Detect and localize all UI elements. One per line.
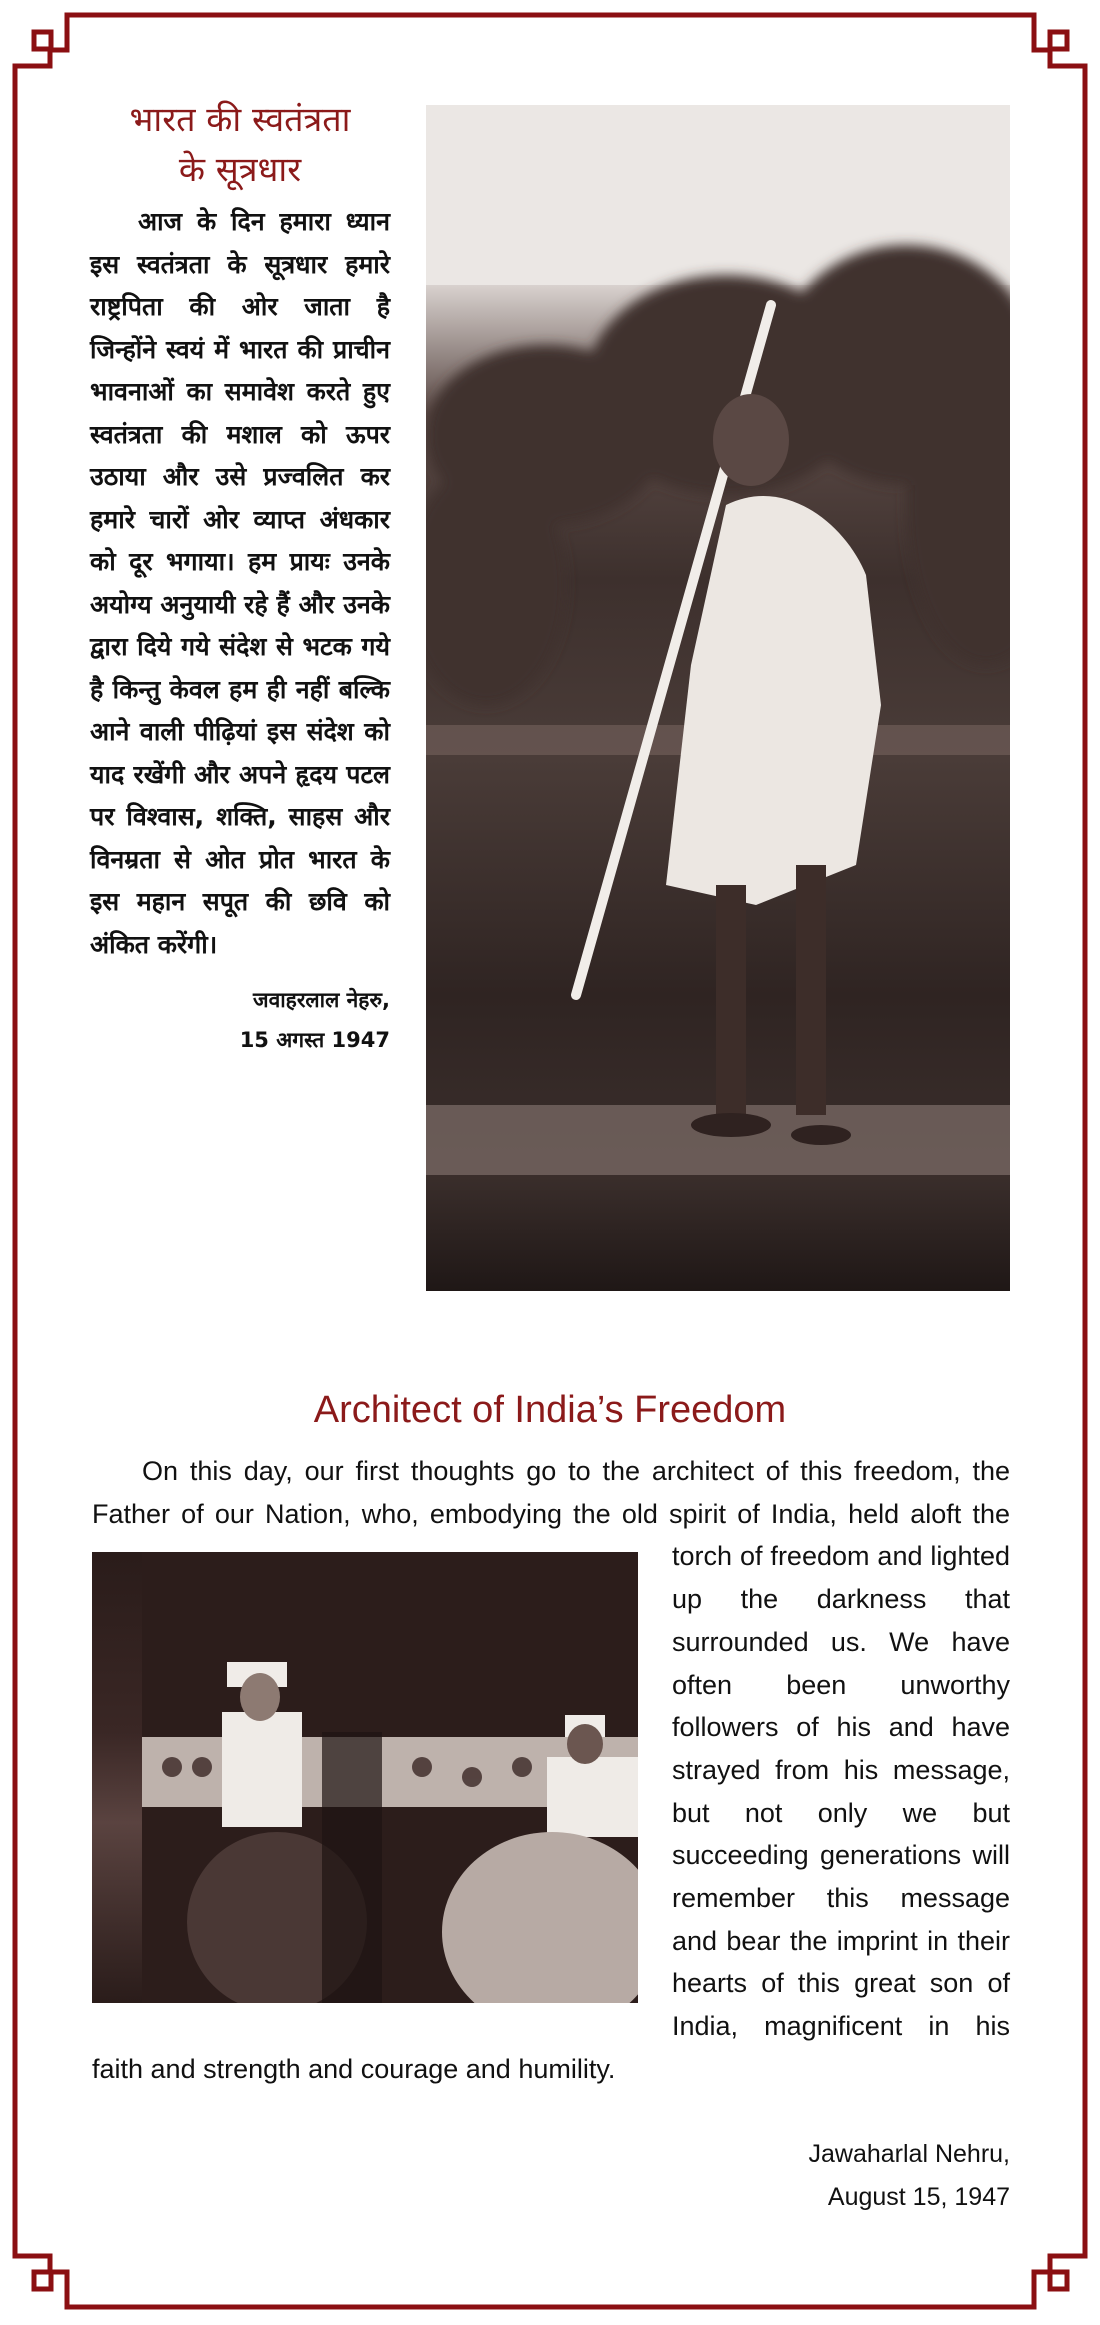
- hindi-signature-date: 15 अगस्त 1947: [239, 1028, 390, 1052]
- gandhi-photo-illustration: [426, 105, 1010, 1291]
- corner-square-top-right: [1050, 32, 1067, 49]
- english-signature-date: August 15, 1947: [827, 2183, 1010, 2211]
- gandhi-photo: [426, 105, 1010, 1291]
- hindi-signature: [90, 980, 390, 1060]
- corner-square-bottom-left: [34, 2272, 51, 2289]
- hindi-column: [90, 95, 390, 1060]
- hindi-title-line2: के सूत्रधार: [178, 150, 302, 190]
- english-signature-name: Jawaharlal Nehru,: [808, 2140, 1010, 2168]
- hindi-body: आज के दिन हमारा ध्यान इस स्वतंत्रता के सूत्रधार हमारे राष्ट्रपिता की ओर जाता है जिन्होंने स्वयं में भारत की प्राचीन भावनाओं का समावेश करते हुए स्वतंत्रता की मशाल को ऊपर उठाया और उसे प्रज्वलित कर हमारे चारों ओर व्याप्त अंधकार को दूर भगाया। हम प्रायः उनके अयोग्य अनुयायी रहे हैं और उनके द्वारा दिये गये संदेश से भटक गये है किन्तु केवल हम ही नहीं बल्कि आने वाली पीढ़ियां इस संदेश को याद रखेंगी और अपने हृदय पटल पर विश्वास, शक्ति, साहस और विनम्रता से ओत प्रोत भारत के इस महान सपूत की छवि को अंकित करेंगी।: [90, 207, 390, 959]
- nehru-photo: [92, 1552, 638, 2003]
- english-title: Architect of India’s Freedom: [313, 1389, 787, 1431]
- english-body-rest: of India, held aloft the torch of freedom and lighted up the darkness that surrounded us. We have often been unworthy followers of his and have strayed from his message, but not only we but succeeding generations will remember this message and bear the imprint in their hearts of this great son of India, magnificent in his faith and strength and courage and humility.: [92, 1498, 1010, 2084]
- english-body: [92, 1450, 1010, 2091]
- english-body-lead: On this day, our first thoughts go to the architect of this freedom, the Father of our Nation, who, embodying the old spirit: [92, 1456, 1010, 1529]
- hindi-title: [90, 95, 390, 195]
- border-top: [67, 15, 1034, 50]
- hindi-signature-name: जवाहरलाल नेहरु,: [252, 988, 390, 1012]
- corner-square-bottom-right: [1050, 2272, 1067, 2289]
- english-signature: [809, 2133, 1011, 2219]
- hindi-title-line1: भारत की स्वतंत्रता: [129, 100, 351, 140]
- nehru-photo-illustration: [142, 1552, 638, 2003]
- corner-square-top-left: [34, 32, 51, 49]
- nehru-photo-frame: [92, 1552, 638, 2003]
